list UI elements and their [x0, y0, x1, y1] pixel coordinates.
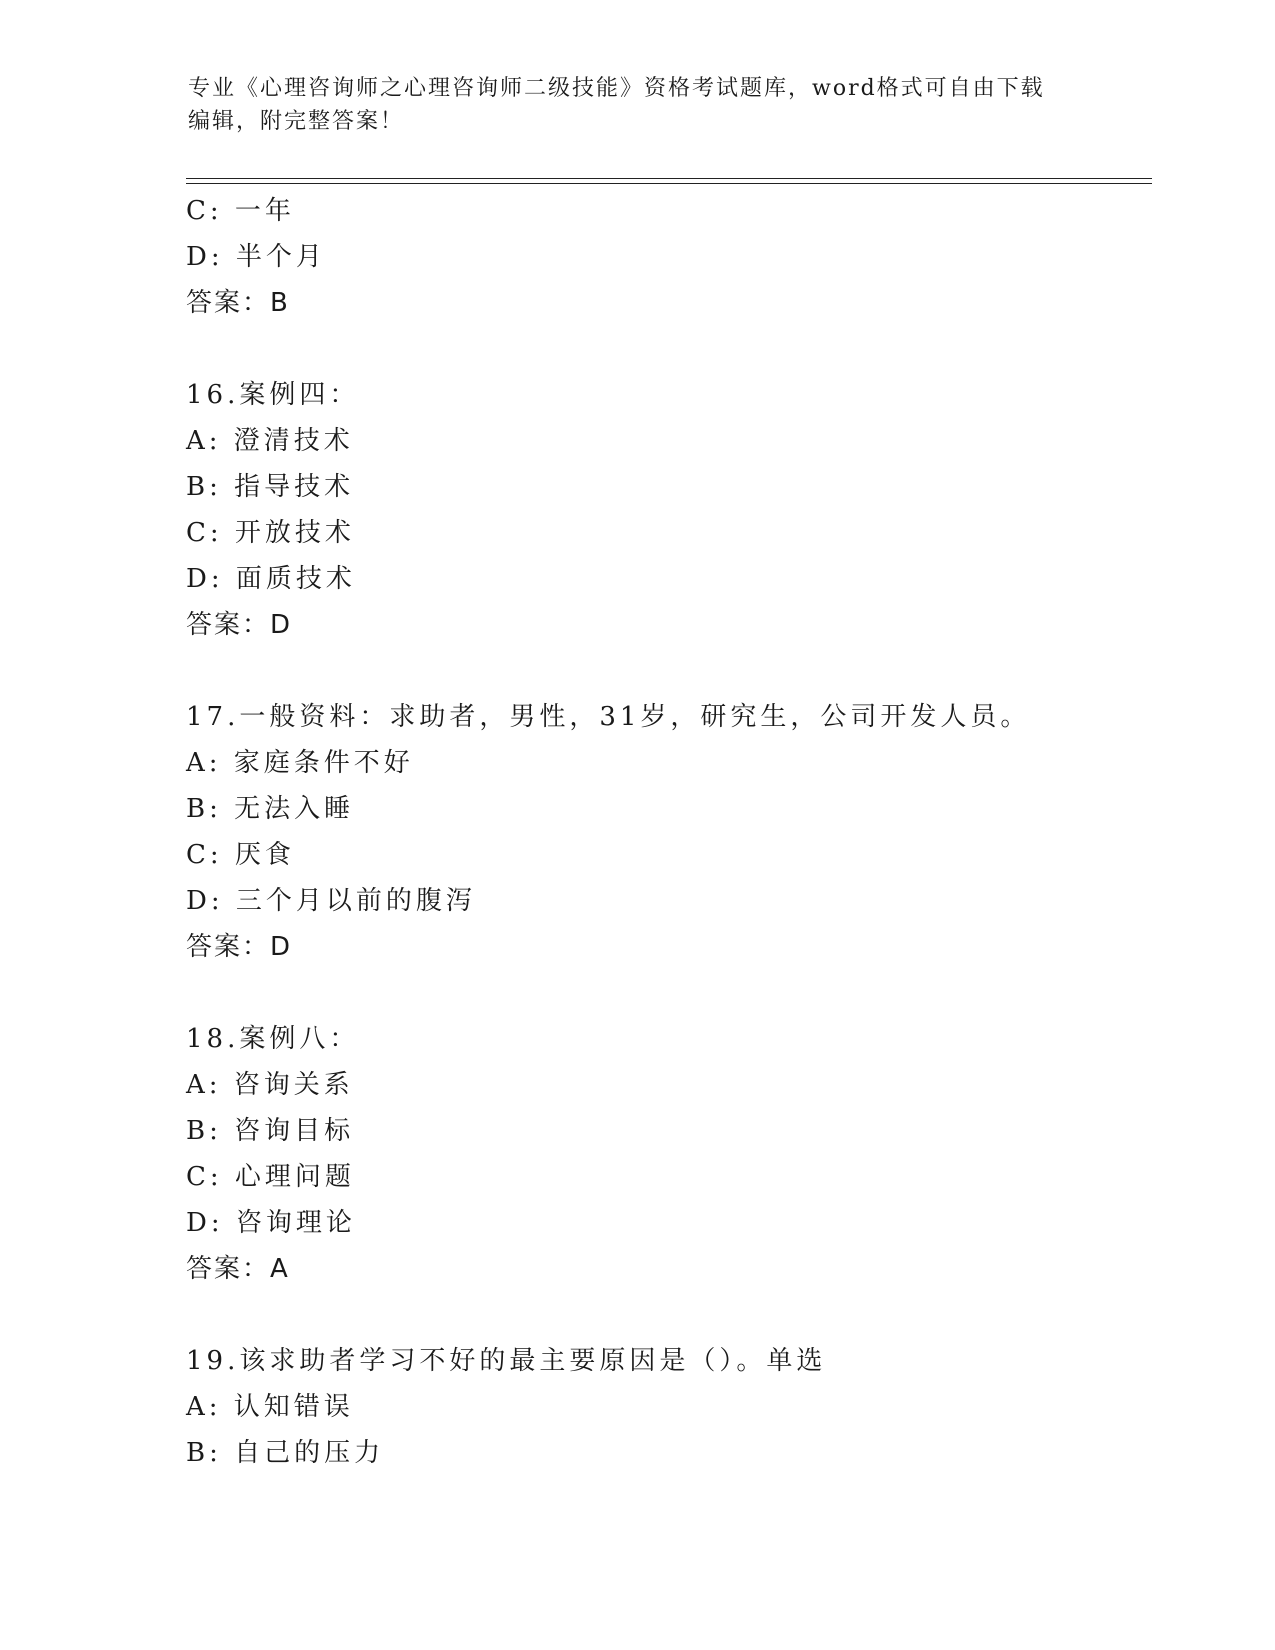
option-d: D: 三个月以前的腹泻	[186, 886, 476, 916]
option-c: C: 心理问题	[186, 1162, 355, 1192]
previous-question-fragment	[186, 188, 1146, 326]
question-stem: 17.一般资料：求助者，男性，31岁，研究生，公司开发人员。	[186, 702, 1031, 732]
question-18	[186, 1016, 1146, 1292]
option-a: A: 家庭条件不好	[186, 748, 414, 778]
option-c: C: 开放技术	[186, 518, 355, 548]
question-16	[186, 372, 1146, 648]
question-19	[186, 1338, 1146, 1476]
option-c: C: 厌食	[186, 840, 295, 870]
question-stem: 19.该求助者学习不好的最主要原因是（）。单选	[186, 1346, 827, 1376]
question-stem: 16.案例四：	[186, 380, 360, 410]
option-d: D: 面质技术	[186, 564, 356, 594]
option-b: B: 咨询目标	[186, 1116, 355, 1146]
option-c: C: 一年	[186, 196, 295, 226]
header-line-1: 专业《心理咨询师之心理咨询师二级技能》资格考试题库，word格式可自由下载	[188, 76, 1045, 101]
option-d: D: 咨询理论	[186, 1208, 356, 1238]
answer-line: 答案：B	[186, 288, 290, 318]
spacer	[186, 970, 1146, 1016]
answer-line: 答案：D	[186, 610, 293, 640]
option-a: A: 咨询关系	[186, 1070, 354, 1100]
option-d: D: 半个月	[186, 242, 326, 272]
option-a: A: 澄清技术	[186, 426, 354, 456]
header-line-2: 编辑，附完整答案！	[188, 109, 405, 134]
document-header	[188, 72, 1088, 138]
option-b: B: 指导技术	[186, 472, 355, 502]
option-b: B: 自己的压力	[186, 1438, 385, 1468]
header-divider-top	[186, 178, 1152, 179]
question-stem: 18.案例八：	[186, 1024, 360, 1054]
answer-line: 答案：D	[186, 932, 293, 962]
question-17	[186, 694, 1146, 970]
answer-line: 答案：A	[186, 1254, 290, 1284]
header-divider-bottom	[186, 183, 1152, 184]
spacer	[186, 326, 1146, 372]
spacer	[186, 648, 1146, 694]
option-a: A: 认知错误	[186, 1392, 354, 1422]
spacer	[186, 1292, 1146, 1338]
question-content	[186, 188, 1146, 1476]
option-b: B: 无法入睡	[186, 794, 355, 824]
